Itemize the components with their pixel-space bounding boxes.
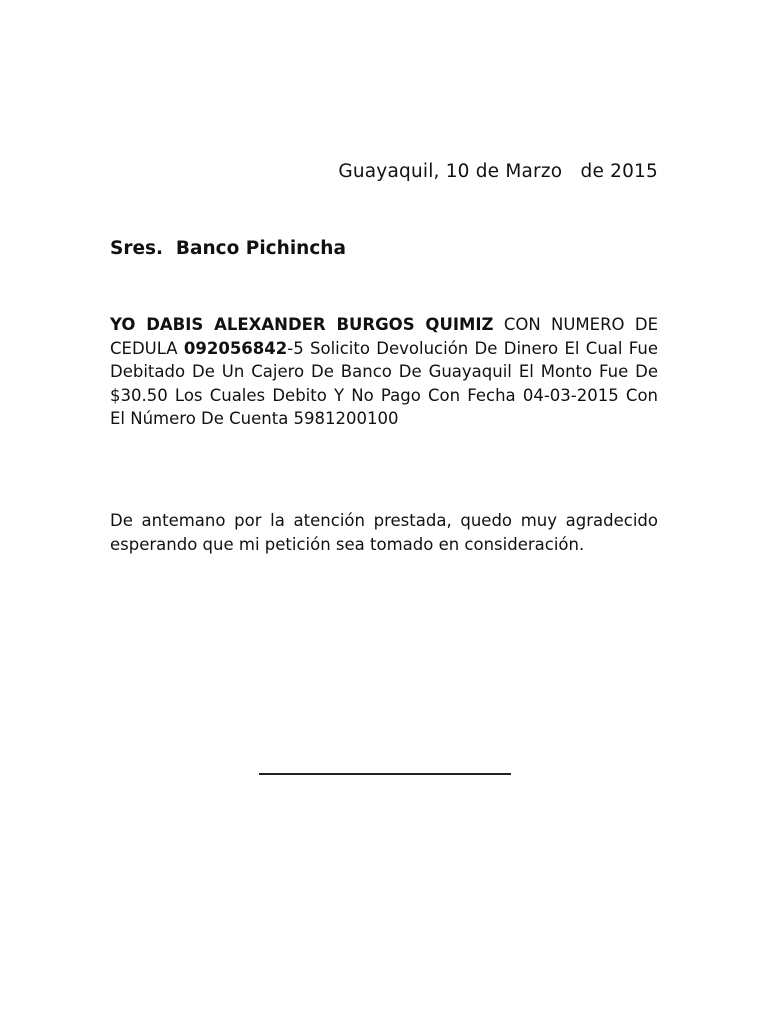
request-text-b: -5 Solicito Devolución De Dinero El Cual Fue Debitado De Un Cajero De Banco De Guayaquil El Monto Fue De $30.50 Los Cuales Debito Y No Pago Con Fecha 04-03-2015 Con El Número De Cuenta 5981200100	[110, 338, 658, 428]
cedula-number: 092056842	[183, 338, 288, 358]
signature-line	[259, 773, 511, 775]
date-line: Guayaquil, 10 de Marzo de 2015	[338, 161, 658, 182]
requester-name: YO DABIS ALEXANDER BURGOS QUIMIZ	[110, 315, 494, 334]
salutation: Sres. Banco Pichincha	[110, 238, 346, 259]
request-text-a: CON NUMERO DE CEDULA	[110, 315, 658, 358]
closing-paragraph: De antemano por la atención prestada, quedo muy agradecido esperando que mi petición sea tomado en consideración.	[110, 511, 658, 554]
request-paragraph	[110, 313, 658, 431]
